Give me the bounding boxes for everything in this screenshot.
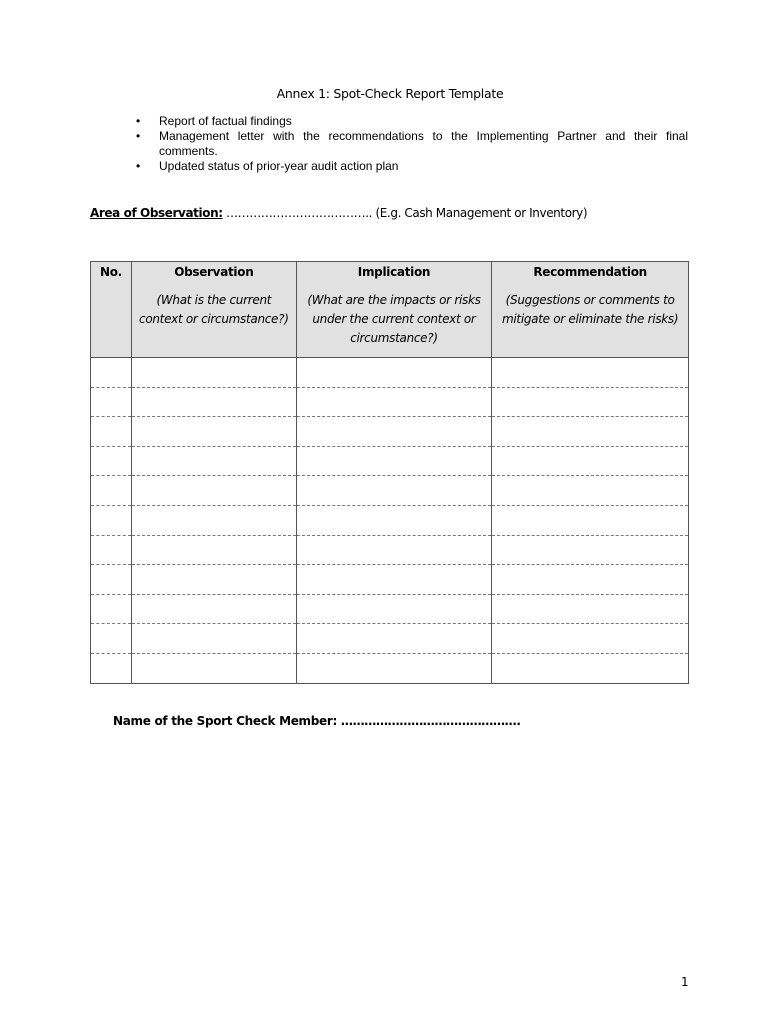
table-row (91, 505, 689, 535)
table-cell[interactable] (296, 624, 492, 654)
table-cell[interactable] (492, 476, 689, 506)
table-cell[interactable] (296, 358, 492, 388)
table-cell[interactable] (296, 565, 492, 595)
header-title: Implication (357, 265, 431, 279)
table-body (91, 358, 689, 684)
header-implication (296, 262, 492, 358)
header-observation (131, 262, 296, 358)
table-cell[interactable] (492, 624, 689, 654)
table-cell[interactable] (296, 476, 492, 506)
table-row (91, 387, 689, 417)
list-item: • Management letter with the recommendations to the Implementing Partner and their final comments. (136, 129, 688, 159)
list-item: • Updated status of prior-year audit action plan (136, 159, 688, 174)
header-no (91, 262, 132, 358)
table-cell[interactable] (91, 624, 132, 654)
spot-check-table (90, 261, 689, 684)
table-cell[interactable] (296, 505, 492, 535)
deliverables-list (136, 114, 688, 174)
member-name-line: Name of the Sport Check Member: ………………………………………. (113, 714, 521, 728)
area-fill-dots: ……………………………….. (222, 206, 376, 220)
area-example: (E.g. Cash Management or Inventory) (375, 206, 588, 220)
table-cell[interactable] (492, 387, 689, 417)
table-cell[interactable] (91, 653, 132, 683)
table-cell[interactable] (131, 653, 296, 683)
header-description: (What are the impacts or risks under the current context or circumstance?) (307, 293, 481, 345)
table-cell[interactable] (296, 446, 492, 476)
table-cell[interactable] (91, 417, 132, 447)
table-cell[interactable] (91, 358, 132, 388)
document-title: Annex 1: Spot-Check Report Template (276, 86, 504, 101)
table-cell[interactable] (91, 446, 132, 476)
table-cell[interactable] (131, 417, 296, 447)
header-title: No. (100, 265, 122, 279)
table-row (91, 417, 689, 447)
table-cell[interactable] (492, 446, 689, 476)
header-title: Recommendation (533, 265, 647, 279)
table-row (91, 653, 689, 683)
table-row (91, 476, 689, 506)
table-cell[interactable] (91, 594, 132, 624)
table-row (91, 565, 689, 595)
table-row (91, 594, 689, 624)
table-cell[interactable] (131, 624, 296, 654)
table-row (91, 624, 689, 654)
table-cell[interactable] (131, 565, 296, 595)
area-label: Area of Observation: (90, 206, 223, 220)
table-cell[interactable] (91, 387, 132, 417)
table-header-row (91, 262, 689, 358)
table-cell[interactable] (131, 535, 296, 565)
header-recommendation (492, 262, 689, 358)
table-cell[interactable] (296, 594, 492, 624)
table-cell[interactable] (492, 535, 689, 565)
table-cell[interactable] (91, 535, 132, 565)
table-row (91, 535, 689, 565)
table-cell[interactable] (492, 653, 689, 683)
table-cell[interactable] (91, 476, 132, 506)
page-number: 1 (681, 975, 689, 989)
table-cell[interactable] (296, 535, 492, 565)
table-cell[interactable] (131, 594, 296, 624)
table-cell[interactable] (91, 565, 132, 595)
table-cell[interactable] (492, 505, 689, 535)
table-cell[interactable] (131, 476, 296, 506)
table-cell[interactable] (492, 565, 689, 595)
table-cell[interactable] (492, 417, 689, 447)
table-cell[interactable] (131, 358, 296, 388)
area-of-observation (90, 206, 587, 220)
table-row (91, 446, 689, 476)
header-description: (Suggestions or comments to mitigate or eliminate the risks) (501, 293, 679, 326)
table-cell[interactable] (296, 387, 492, 417)
table-cell[interactable] (131, 387, 296, 417)
header-description: (What is the current context or circumstance?) (139, 293, 289, 326)
table-cell[interactable] (131, 446, 296, 476)
table-row (91, 358, 689, 388)
table-cell[interactable] (91, 505, 132, 535)
table-cell[interactable] (296, 653, 492, 683)
table-cell[interactable] (492, 358, 689, 388)
table-cell[interactable] (131, 505, 296, 535)
list-item: • Report of factual findings (136, 114, 688, 129)
header-title: Observation (174, 265, 254, 279)
table-cell[interactable] (296, 417, 492, 447)
table-cell[interactable] (492, 594, 689, 624)
